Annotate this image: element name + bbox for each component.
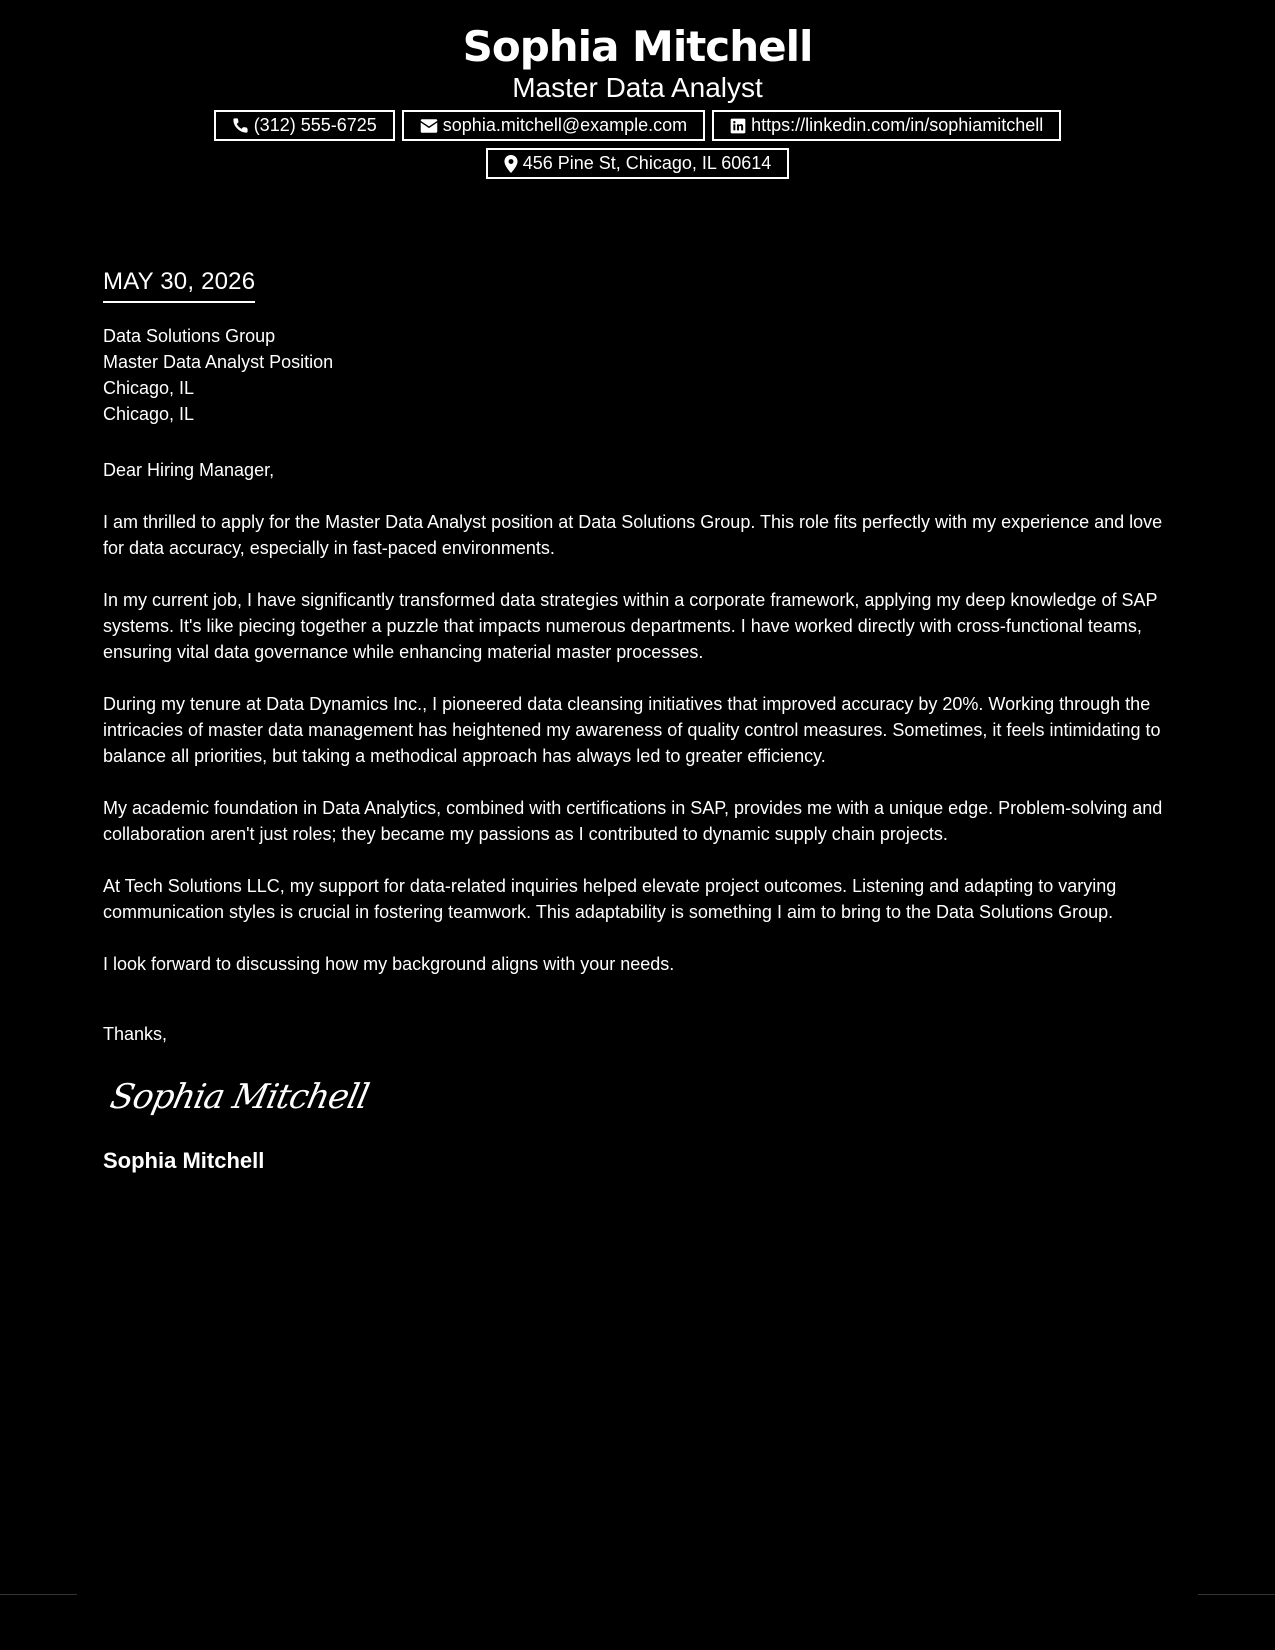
- letter-body: [103, 265, 1178, 1175]
- letter-header: [0, 22, 1275, 179]
- email-text: sophia.mitchell@example.com: [442, 115, 688, 135]
- contact-row-1: [0, 110, 1275, 141]
- address-text: 456 Pine St, Chicago, IL 60614: [522, 153, 772, 173]
- recipient-company: Data Solutions Group: [103, 326, 276, 346]
- paragraph: During my tenure at Data Dynamics Inc., I pioneered data cleansing initiatives that improved accuracy by 20%. Working through the intricacies of master data management has heightened my awareness of quality control measures. Sometimes, it feels intimidating to balance all priorities, but taking a methodical approach has always led to greater efficiency.: [103, 694, 1161, 766]
- recipient-city: Chicago, IL: [103, 378, 195, 398]
- map-marker-icon: [504, 155, 518, 173]
- linkedin-text: https://linkedin.com/in/sophiamitchell: [751, 115, 1044, 135]
- recipient-block: [103, 323, 1178, 427]
- footer-divider-left: [0, 1594, 77, 1595]
- recipient-position: Master Data Analyst Position: [103, 352, 334, 372]
- paragraph: My academic foundation in Data Analytics, combined with certifications in SAP, provides me with a unique edge. Problem-solving and collaboration aren't just roles; they became my passions as I contributed to dynamic supply chain projects.: [103, 798, 1163, 844]
- linkedin-icon: [730, 118, 746, 134]
- contact-phone[interactable]: [214, 110, 395, 141]
- footer-divider-right: [1198, 1594, 1275, 1595]
- applicant-name: Sophia Mitchell: [462, 22, 813, 71]
- paragraph: At Tech Solutions LLC, my support for data-related inquiries helped elevate project outcomes. Listening and adapting to varying communication styles is crucial in fostering teamwork. This adaptability is something I aim to bring to the Data Solutions Group.: [103, 876, 1117, 922]
- handwritten-signature: Sophia Mitchell: [106, 1077, 372, 1117]
- closing: Thanks,: [103, 1024, 168, 1044]
- phone-icon: [232, 117, 249, 134]
- salutation: Dear Hiring Manager,: [103, 460, 275, 480]
- envelope-icon: [420, 118, 438, 134]
- contact-row-2: [0, 148, 1275, 179]
- paragraph: I look forward to discussing how my background aligns with your needs.: [103, 954, 675, 974]
- signer-name: Sophia Mitchell: [103, 1148, 265, 1173]
- contact-list: [0, 110, 1275, 179]
- phone-text: (312) 555-6725: [253, 115, 377, 135]
- contact-linkedin[interactable]: [712, 110, 1061, 141]
- contact-email[interactable]: [402, 110, 705, 141]
- recipient-city-repeat: Chicago, IL: [103, 404, 195, 424]
- letter-date: MAY 30, 2026: [103, 265, 255, 303]
- applicant-title: Master Data Analyst: [512, 72, 763, 103]
- contact-address[interactable]: [486, 148, 790, 179]
- paragraph: I am thrilled to apply for the Master Data Analyst position at Data Solutions Group. This role fits perfectly with my experience and love for data accuracy, especially in fast-paced environments.: [103, 512, 1163, 558]
- paragraph: In my current job, I have significantly transformed data strategies within a corporate framework, applying my deep knowledge of SAP systems. It's like piecing together a puzzle that impacts numerous departments. I have worked directly with cross-functional teams, ensuring vital data governance while enhancing material master processes.: [103, 590, 1158, 662]
